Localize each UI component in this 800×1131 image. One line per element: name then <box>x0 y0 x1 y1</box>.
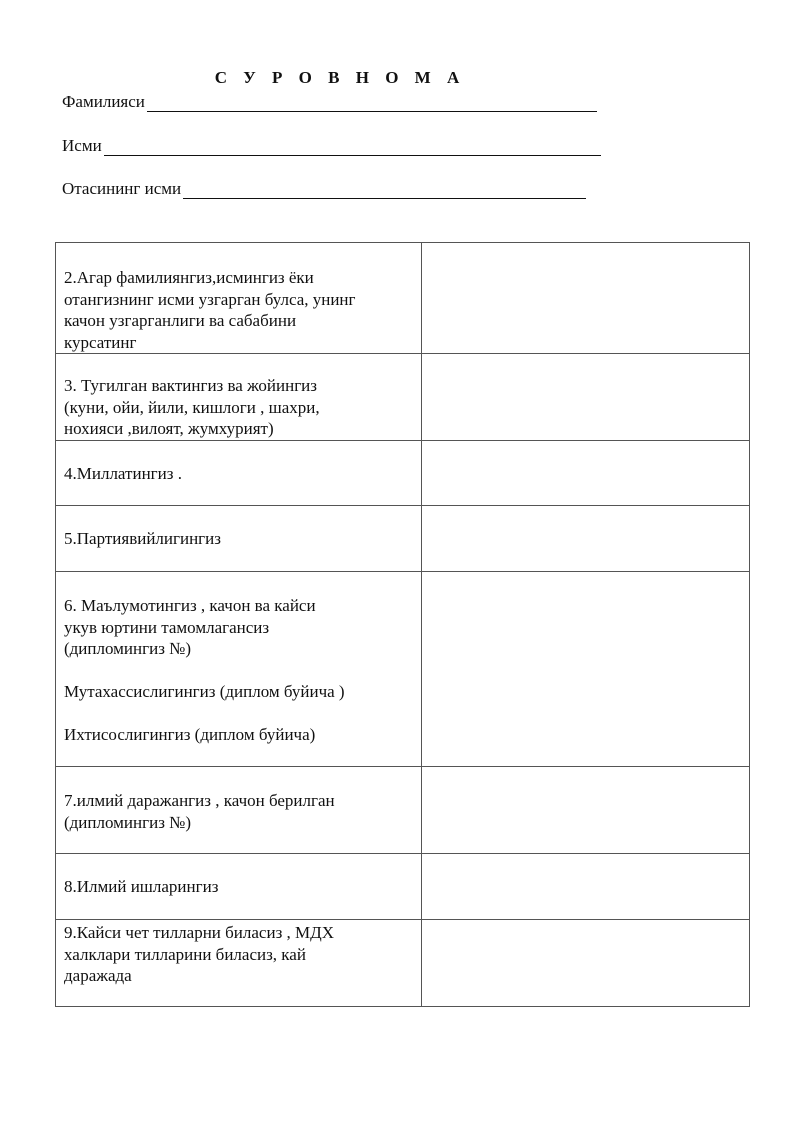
patronymic-field[interactable] <box>62 179 586 199</box>
question-text: 8.Илмий ишларингиз <box>64 877 219 896</box>
table-row <box>56 854 750 920</box>
question-cell <box>56 854 422 920</box>
question-text: 3. Тугилган вактингиз ва жойингиз (куни, ойи, йили, кишлоги , шахри, нохияси ,вилоят, жумхурият) <box>64 376 320 438</box>
surname-line[interactable] <box>147 95 597 112</box>
name-label: Исми <box>62 136 102 155</box>
answer-cell[interactable] <box>422 441 750 506</box>
questionnaire-table <box>55 242 750 1007</box>
table-row <box>56 243 750 354</box>
question-text: 2.Агар фамилиянгиз,исмингиз ёки отангизнинг исми узгарган булса, унинг качон узгарганлиги ва сабабини курсатинг <box>64 268 356 352</box>
table-row <box>56 441 750 506</box>
patronymic-label: Отасининг исми <box>62 179 182 198</box>
question-cell <box>56 767 422 854</box>
table-row <box>56 572 750 767</box>
surname-label: Фамилияси <box>62 92 145 111</box>
question-text: 5.Партиявийлигингиз <box>64 529 221 548</box>
table-row <box>56 354 750 441</box>
question-cell <box>56 441 422 506</box>
question-cell <box>56 354 422 441</box>
table-row <box>56 506 750 572</box>
name-line[interactable] <box>104 139 601 156</box>
question-cell <box>56 243 422 354</box>
question-text: 9.Кайси чет тилларни биласиз , МДХ халклари тилларини биласиз, кай даражада <box>64 923 335 985</box>
answer-cell[interactable] <box>422 506 750 572</box>
patronymic-line[interactable] <box>183 182 586 199</box>
question-text: 7.илмий даражангиз , качон берилган (дипломингиз №) <box>64 791 335 832</box>
question-cell <box>56 920 422 1007</box>
answer-cell[interactable] <box>422 920 750 1007</box>
answer-cell[interactable] <box>422 354 750 441</box>
name-field[interactable] <box>62 136 601 156</box>
table-row <box>56 767 750 854</box>
page-title: С У Р О В Н О М А <box>214 68 466 87</box>
answer-cell[interactable] <box>422 767 750 854</box>
surname-field[interactable] <box>62 92 597 112</box>
question-text: 4.Миллатингиз . <box>64 464 182 483</box>
answer-cell[interactable] <box>422 854 750 920</box>
table-row <box>56 920 750 1007</box>
question-cell <box>56 506 422 572</box>
question-cell <box>56 572 422 767</box>
answer-cell[interactable] <box>422 572 750 767</box>
question-text: 6. Маълумотингиз , качон ва кайси укув юртини тамомлагансиз (дипломингиз №) Мутахассислигингиз (диплом буйича ) Ихтисослигингиз (диплом буйича) <box>64 596 345 744</box>
answer-cell[interactable] <box>422 243 750 354</box>
